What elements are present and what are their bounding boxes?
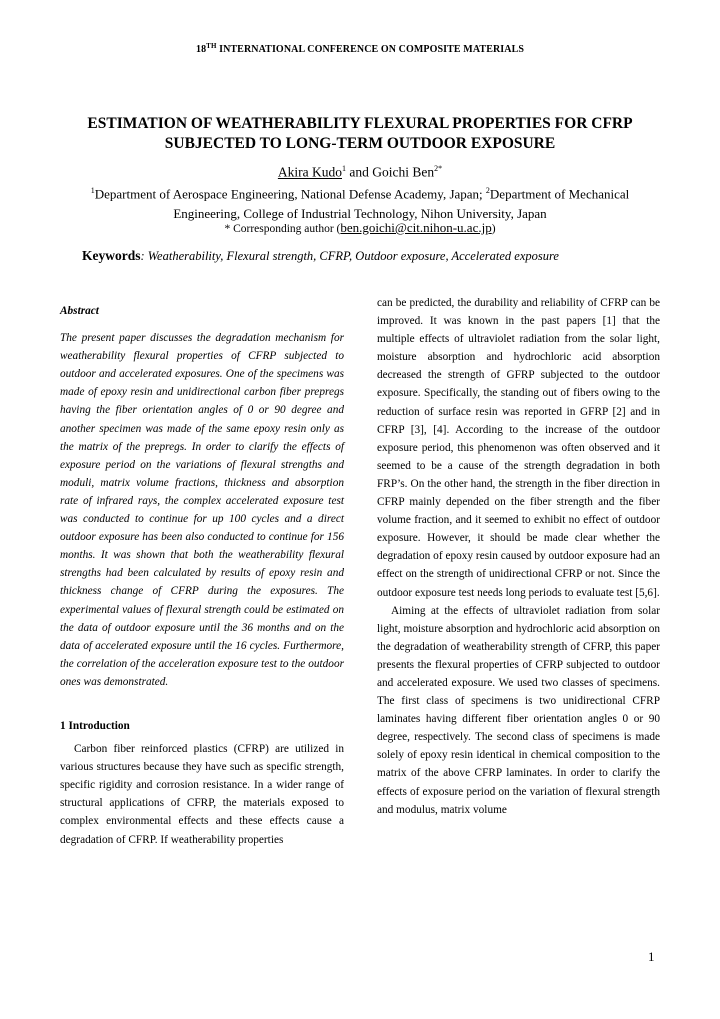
conference-number: 18: [195, 44, 207, 55]
second-author-affil-mark: 2*: [434, 164, 443, 173]
corresponding-email-link[interactable]: ben.goichi@cit.nihon-u.ac.jp: [340, 220, 492, 235]
affiliation-2-mark: 2: [485, 186, 490, 195]
keywords-line: [82, 248, 682, 264]
affiliation-1-mark: 1: [90, 186, 95, 195]
abstract-heading: Abstract: [60, 305, 99, 317]
introduction-heading: 1 Introduction: [60, 719, 130, 732]
introduction-paragraph-1-continued: can be predicted, the durability and reliability of CFRP can be improved. It was known in the past papers [1] that the multiple effects of ultraviolet radiation from the solar light, moisture absorption and hydrochloric acid absorption decreased the strength of GFRP subjected to the outdoor exposure. Specifically, the standing out of fibers owing to the reduction of surface resin was reported in GFRP [2] and in CFRP [3], [4]. According to the increase of the outdoor exposure period, this phenomenon was often observed and it seemed to be a cause of the strength degradation in both FRP’s. On the other hand, the strength in the fiber direction in CFRP mainly depended on the fiber strength and the fiber volume fraction, and it seemed to exhibit no effect of outdoor exposure. However, it should be made clear whether the degradation of epoxy resin caused by outdoor exposure had an effect on the strength of unidirectional CFRP or not. Since the outdoor exposure test needs long periods to evaluate test [5,6].: [377, 297, 660, 599]
corresponding-suffix: ): [491, 223, 496, 235]
affiliation-1: Department of Aerospace Engineering, National Defense Academy, Japan;: [94, 186, 486, 202]
first-author-affil-mark: 1: [342, 164, 346, 173]
author-line: [0, 164, 720, 181]
first-author: Akira Kudo: [277, 164, 342, 180]
keywords-list: : Weatherability, Flexural strength, CFRP, Outdoor exposure, Accelerated exposure: [140, 249, 559, 263]
left-column: [60, 302, 344, 849]
corresponding-author: [0, 220, 720, 236]
introduction-paragraph-2: Aiming at the effects of ultraviolet radiation from solar light, moisture absorption and hydrochloric acid absorption on the degradation of weatherability strength of CFRP, this paper presents the flexural properties of CFRP subjected to outdoor and accelerated exposure. We used two classes of specimens. The first class of specimens is two unidirectional CFRP laminates having different fiber orientation angles 0 or 90 degree, respectively. The second class of specimens is made solely of epoxy resin identical in chemical composition to the matrix of the above CFRP laminates. In order to clarify the effects of exposure period on the variation of flexural strength and modulus, matrix volume: [377, 604, 660, 816]
right-column: [377, 294, 660, 819]
paper-title: ESTIMATION OF WEATHERABILITY FLEXURAL PROPERTIES FOR CFRP SUBJECTED TO LONG-TERM OUTDOOR EXPOSURE: [87, 115, 633, 152]
conference-name: INTERNATIONAL CONFERENCE ON COMPOSITE MATERIALS: [216, 44, 525, 55]
conference-header: [0, 42, 720, 55]
affiliations: [70, 181, 650, 224]
corresponding-prefix: * Corresponding author (: [224, 223, 341, 235]
keywords-label: Keywords: [82, 248, 141, 263]
introduction-paragraph-1: Carbon fiber reinforced plastics (CFRP) are utilized in various structures because they have such as specific strength, specific rigidity and corrosion resistance. In a wider range of structural applications of CFRP, the materials exposed to complex environmental effects and these effects cause a degradation of CFRP. If weatherability properties: [60, 743, 344, 846]
page-number: 1: [648, 949, 655, 964]
affiliation-2: Department of Mechanical Engineering, College of Industrial Technology, Nihon University, Japan: [173, 186, 630, 222]
second-author: and Goichi Ben: [346, 164, 435, 180]
conference-ordinal-suffix: TH: [206, 42, 217, 50]
abstract-body: The present paper discusses the degradation mechanism for weatherability flexural properties of CFRP subjected to outdoor and accelerated exposures. One of the specimens was made of epoxy resin and unidirectional carbon fiber prepregs having the fiber orientation angles of 0 or 90 degree and another specimen was made of the same epoxy resin only as the matrix of the prepregs. In order to clarify the effects of exposure period on the variations of flexural strengths and moduli, matrix volume fractions, thickness and absorption rate of infrared rays, the complex accelerated exposure test was conducted to continue for up 100 cycles and a direct outdoor exposure has been also conducted to continue for 156 months. It was shown that both the weatherability flexural strengths had been calculated by results of epoxy resin and thickness change of CFRP during the exposures. The experimental values of flexural strength could be estimated on the data of outdoor exposure until the 36 months and on the data of accelerated exposure until the 16 cycles. Furthermore, the correlation of the acceleration exposure test to the outdoor ones was demonstrated.: [60, 332, 344, 688]
